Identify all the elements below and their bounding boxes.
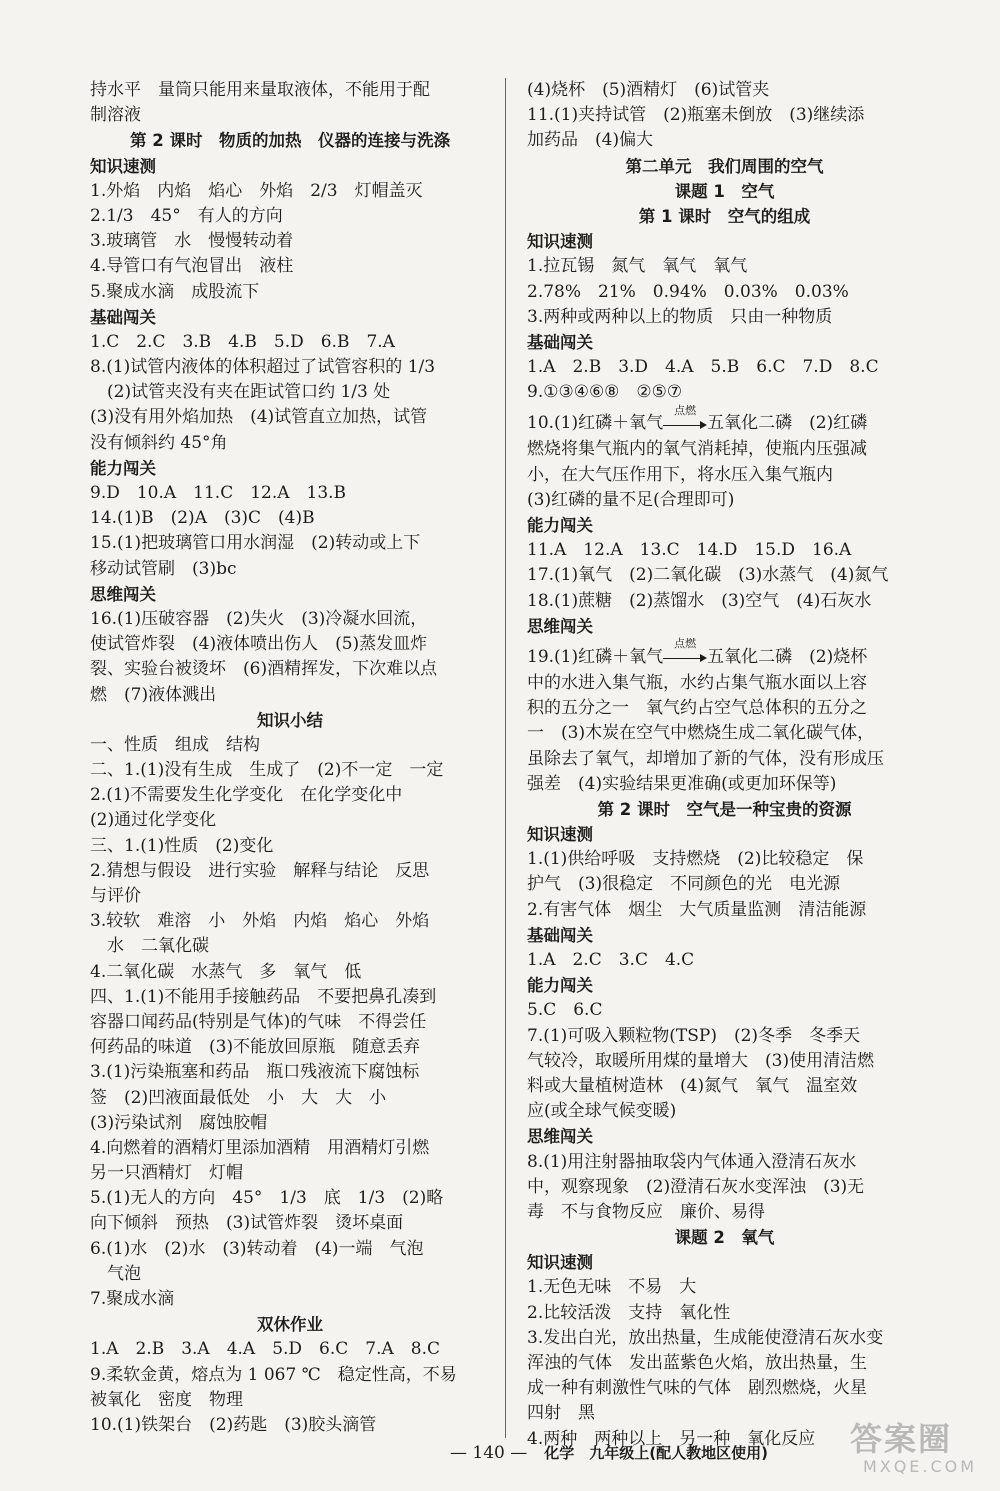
answer-line: 水 二氧化碳: [90, 936, 209, 957]
answer-line: 5.(1)无人的方向 45° 1/3 底 1/3 (2)略: [90, 1188, 444, 1209]
answer-line: 9.柔软金黄，熔点为 1 067 ℃ 稳定性高，不易: [90, 1364, 457, 1385]
answer-line: 2.78% 21% 0.94% 0.03% 0.03%: [527, 281, 849, 302]
answer-line: 1.C 2.C 3.B 4.B 5.D 6.B 7.A: [90, 331, 395, 352]
centered-title: 课题 1 空气: [674, 181, 775, 201]
answer-line: 燃 (7)液体溅出: [90, 684, 217, 705]
answer-line: 何药品的味道 (3)不能放回原瓶 随意丢弃: [90, 1037, 421, 1058]
answer-line: 另一只酒精灯 灯帽: [90, 1163, 243, 1184]
answer-line: 7.聚成水滴: [90, 1289, 175, 1309]
answer-line: 14.(1)B (2)A (3)C (4)B: [90, 508, 315, 529]
answer-line: 5.C 6.C: [527, 1000, 603, 1021]
answer-line: (2)试管夹没有夹在距试管口约 1/3 处: [90, 382, 391, 403]
answer-line: 3.(1)污染瓶塞和药品 瓶口残液流下腐蚀标: [90, 1062, 420, 1083]
section-heading: 知识速测: [527, 825, 593, 845]
answer-line: 二、1.(1)没有生成 生成了 (2)不一定 一定: [90, 760, 444, 781]
section-heading: 能力闯关: [527, 516, 593, 535]
section-heading: 能力闯关: [90, 458, 156, 478]
answer-line: 一、性质 组成 结构: [90, 734, 260, 755]
section-heading: 能力闯关: [527, 976, 593, 996]
answer-line: 料或大量植树造林 (4)氮气 氧气 温室效: [527, 1075, 858, 1096]
answer-line: 制溶液: [90, 105, 141, 126]
answer-line: 2.比较活泼 支持 氧化性: [527, 1302, 731, 1323]
answer-line: 16.(1)压破容器 (2)失火 (3)冷凝水回流，: [90, 608, 428, 629]
equation-reactants: 19.(1)红磷＋氧气: [527, 646, 664, 667]
answer-line: 1.拉瓦锡 氮气 氧气 氧气: [527, 256, 748, 277]
watermark: [850, 1421, 990, 1479]
equation-line: [527, 405, 922, 437]
answer-line: 1.无色无味 不易 大: [527, 1277, 697, 1298]
answer-line: 四、1.(1)不能用手接触药品 不要把鼻孔凑到: [90, 986, 437, 1007]
answer-line: 向下倾斜 预热 (3)试管炸裂 烫坏桌面: [90, 1213, 404, 1234]
centered-title: 第 2 课时 空气是一种宝贵的资源: [597, 799, 852, 819]
equation-products: 五氧化二磷 (2)红磷: [707, 413, 868, 434]
section-heading: 知识速测: [527, 232, 593, 252]
answer-line: 3.两种或两种以上的物质 只由一种物质: [527, 306, 833, 327]
section-heading: 思维闯关: [90, 584, 156, 604]
section-heading: 知识速测: [527, 1253, 593, 1273]
answer-line: 8.(1)试管内液体的体积超过了试管容积的 1/3: [90, 357, 436, 378]
answer-line: 15.(1)把玻璃管口用水润湿 (2)转动或上下: [90, 533, 421, 554]
answer-line: 1.(1)供给呼吸 支持燃烧 (2)比较稳定 保: [527, 849, 864, 870]
centered-title: 第二单元 我们周围的空气: [625, 156, 824, 176]
answer-line: 18.(1)蔗糖 (2)蒸馏水 (3)空气 (4)石灰水: [527, 590, 872, 611]
answer-line: 与评价: [90, 886, 141, 906]
answer-line: 裂、实验台被烫坏 (6)酒精挥发，下次难以点: [90, 659, 438, 680]
equation-reactants: 10.(1)红磷＋氧气: [527, 413, 664, 434]
answer-line: 1.A 2.C 3.C 4.C: [527, 950, 695, 970]
reaction-condition: 点燃: [674, 637, 697, 651]
answer-line: 四射 黑: [527, 1403, 595, 1424]
watermark-logo: 答案圈: [850, 1420, 953, 1458]
answer-line: 虽除去了氧气，却增加了新的气体，没有形成压: [527, 748, 884, 769]
page-number: — 140 —: [450, 1443, 528, 1463]
centered-title: 课题 2 氧气: [674, 1228, 775, 1248]
column-divider: [505, 78, 506, 1438]
answer-line: 2.1/3 45° 有人的方向: [90, 205, 283, 226]
answer-line: 应(或全球气候变暖): [527, 1101, 677, 1122]
section-heading: 基础闯关: [527, 332, 593, 352]
answer-line: (2)通过化学变化: [90, 810, 217, 831]
answer-line: 11.(1)夹持试管 (2)瓶塞未倒放 (3)继续添: [527, 105, 865, 126]
left-column: [90, 78, 490, 1438]
section-heading: 知识速测: [90, 156, 156, 176]
section-heading: 思维闯关: [527, 1127, 593, 1147]
reaction-condition: 点燃: [674, 403, 697, 417]
answer-line: 9.D 10.A 11.C 12.A 13.B: [90, 483, 347, 503]
answer-line: 强差 (4)实验结果更准确(或更加环保等): [527, 773, 837, 794]
answer-line: 17.(1)氧气 (2)二氧化碳 (3)水蒸气 (4)氮气: [527, 565, 889, 586]
answer-line: 5.聚成水滴 成股流下: [90, 281, 260, 302]
answer-line: 毒 不与食物反应 廉价、易得: [527, 1201, 765, 1222]
answer-line: 没有倾斜约 45°角: [90, 432, 228, 453]
answer-line: 中，观察现象 (2)澄清石灰水变浑浊 (3)无: [527, 1176, 865, 1197]
answer-line: 中的水进入集气瓶，水约占集气瓶水面以上容: [527, 672, 867, 693]
answer-line: 容器口闻药品(特别是气体)的气味 不得尝任: [90, 1011, 427, 1032]
subject-label: 化学 九年级上(配人教地区使用): [544, 1444, 768, 1462]
answer-line: 4.二氧化碳 水蒸气 多 氧气 低: [90, 961, 362, 982]
centered-title: 双休作业: [257, 1315, 323, 1335]
answer-line: 持水平 量筒只能用来量取液体，不能用于配: [90, 80, 430, 100]
centered-title: 第 1 课时 空气的组成: [638, 206, 811, 226]
answer-line: 移动试管刷 (3)bc: [90, 558, 237, 579]
answer-line: 1.A 2.B 3.A 4.A 5.D 6.C 7.A 8.C: [90, 1339, 441, 1360]
answer-line: 2.猜想与假设 进行实验 解释与结论 反思: [90, 860, 430, 881]
right-column: [527, 78, 922, 1452]
reaction-arrow: [663, 637, 707, 663]
answer-line: 10.(1)铁架台 (2)药匙 (3)胶头滴管: [90, 1414, 377, 1435]
answer-line: 积的五分之一 氧气约占空气总体积的五分之: [527, 698, 867, 719]
answer-line: 浑浊的气体 发出蓝紫色火焰，放出热量，生: [527, 1353, 867, 1373]
equation-line: [527, 639, 922, 671]
watermark-url: MXQE.COM: [862, 1457, 978, 1476]
centered-title: 第 2 课时 物质的加热 仪器的连接与洗涤: [130, 131, 450, 151]
answer-line: 气泡: [90, 1263, 141, 1284]
answer-line: 签 (2)凹液面最低处 小 大 大 小: [90, 1087, 387, 1108]
answer-line: 2.(1)不需要发生化学变化 在化学变化中: [90, 785, 403, 806]
answer-line: 一 (3)木炭在空气中燃烧生成二氧化碳气体，: [527, 723, 875, 744]
answer-line: 1.外焰 内焰 焰心 外焰 2/3 灯帽盖灭: [90, 180, 423, 201]
answer-line: (3)污染试剂 腐蚀胶帽: [90, 1112, 268, 1133]
centered-title: 知识小结: [257, 710, 323, 730]
answer-line: 护气 (3)很稳定 不同颜色的光 电光源: [527, 874, 841, 895]
answer-line: 4.向燃着的酒精灯里添加酒精 用酒精灯引燃: [90, 1137, 430, 1158]
section-heading: 基础闯关: [527, 925, 593, 945]
answer-line: 被氧化 密度 物理: [90, 1389, 243, 1410]
answer-line: 使试管炸裂 (4)液体喷出伤人 (5)蒸发皿炸: [90, 634, 428, 655]
answer-line: 3.发出白光，放出热量，生成能使澄清石灰水变: [527, 1327, 884, 1348]
answer-line: 8.(1)用注射器抽取袋内气体通入澄清石灰水: [527, 1151, 857, 1172]
reaction-arrow: [663, 403, 707, 430]
answer-line: 7.(1)可吸入颗粒物(TSP) (2)冬季 冬季天: [527, 1025, 861, 1046]
answer-line: 燃烧将集气瓶内的氧气消耗掉，使瓶内压强减: [527, 439, 867, 460]
section-heading: 基础闯关: [90, 307, 156, 327]
answer-line: 加药品 (4)偏大: [527, 130, 654, 151]
page-footer: [450, 1438, 768, 1463]
equation-products: 五氧化二磷 (2)烧杯: [707, 646, 868, 667]
answer-line: 气较冷，取暖所用煤的量增大 (3)使用清洁燃: [527, 1050, 875, 1071]
answer-line: 3.较软 难溶 小 外焰 内焰 焰心 外焰: [90, 911, 430, 932]
answer-line: 1.A 2.B 3.D 4.A 5.B 6.C 7.D 8.C: [527, 357, 879, 378]
answer-line: 3.玻璃管 水 慢慢转动着: [90, 231, 294, 252]
answer-line: 成一种有刺激性气味的气体 剧烈燃烧，火星: [527, 1378, 867, 1399]
answer-line: 11.A 12.A 13.C 14.D 15.D 16.A: [527, 540, 852, 561]
answer-line: 9.①③④⑥⑧ ②⑤⑦: [527, 382, 683, 403]
answer-line: (4)烧杯 (5)酒精灯 (6)试管夹: [527, 80, 770, 100]
answer-line: 小，在大气压作用下，将水压入集气瓶内: [527, 464, 833, 485]
answer-line: 4.两种 两种以上 另一种 氧化反应: [527, 1428, 816, 1449]
answer-line: 6.(1)水 (2)水 (3)转动着 (4)一端 气泡: [90, 1238, 424, 1259]
answer-line: (3)没有用外焰加热 (4)试管直立加热，试管: [90, 407, 428, 428]
answer-line: 4.导管口有气泡冒出 液柱: [90, 256, 294, 277]
answer-line: 2.有害气体 烟尘 大气质量监测 清洁能源: [527, 899, 867, 920]
section-heading: 思维闯关: [527, 616, 593, 636]
answer-line: 三、1.(1)性质 (2)变化: [90, 835, 274, 856]
answer-line: (3)红磷的量不足(合理即可): [527, 489, 735, 510]
